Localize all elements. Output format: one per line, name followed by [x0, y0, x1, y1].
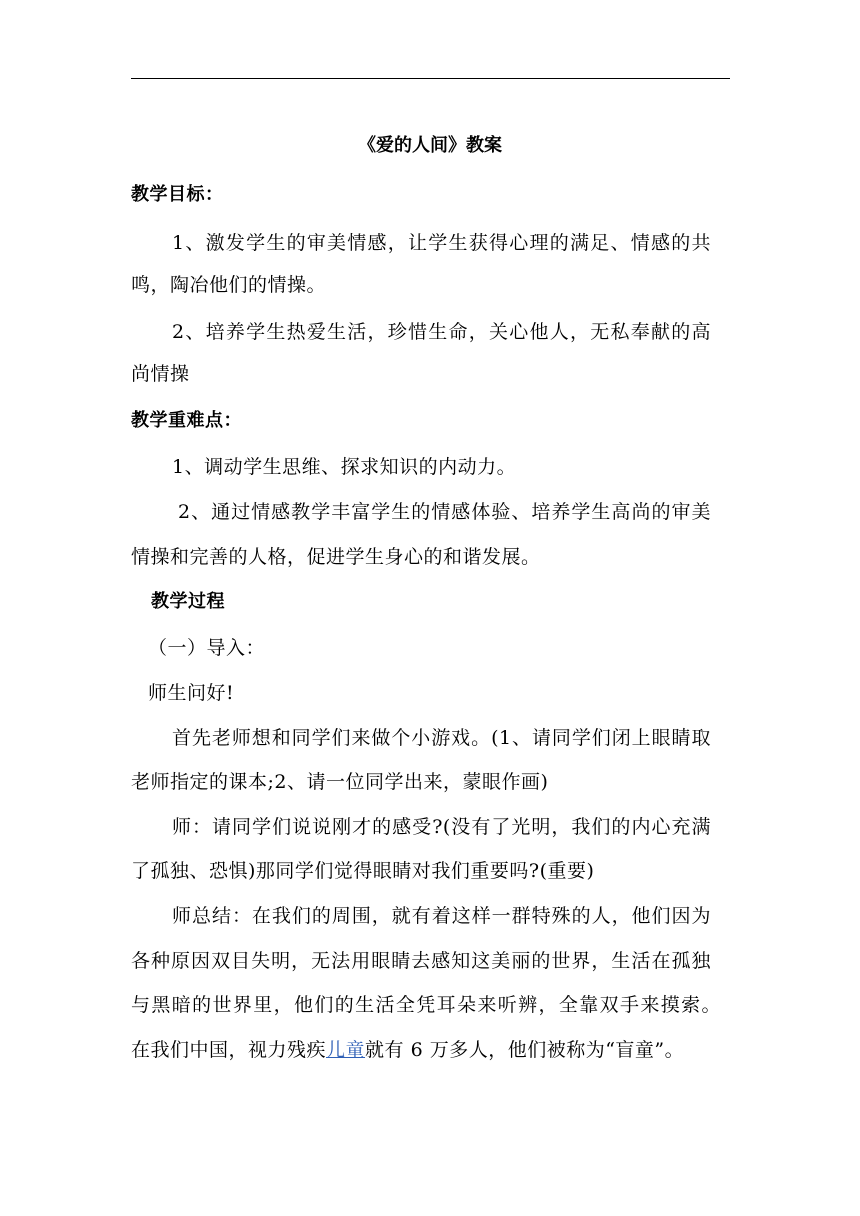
- summary-line-3: 与黑暗的世界里，他们的生活全凭耳朵来听辨，全靠双手来摸索。: [131, 994, 721, 1016]
- objective-2-line-1: 2、培养学生热爱生活，珍惜生命，关心他人，无私奉献的高: [172, 321, 711, 343]
- greeting: 师生问好!: [148, 682, 235, 704]
- objectives-heading: 教学目标：: [131, 184, 224, 205]
- keypoint-2-line-1: 2、通过情感教学丰富学生的情感体验、培养学生高尚的审美: [178, 501, 711, 523]
- keypoint-1: 1、调动学生思维、探求知识的内动力。: [172, 456, 517, 478]
- keypoints-heading: 教学重难点：: [131, 410, 242, 431]
- header-rule: [131, 78, 730, 79]
- objective-2-line-2: 尚情操: [131, 363, 190, 385]
- summary-line-4-after: 就有 6 万多人，他们被称为“盲童”。: [365, 1039, 685, 1061]
- process-heading: 教学过程: [151, 591, 225, 612]
- keypoint-2-line-2: 情操和完善的人格，促进学生身心的和谐发展。: [131, 546, 541, 568]
- question-line-2: 了孤独、恐惧)那同学们觉得眼睛对我们重要吗?(重要): [131, 860, 595, 882]
- objective-1-line-2: 鸣，陶冶他们的情操。: [131, 274, 327, 296]
- summary-line-4-before: 在我们中国，视力残疾: [131, 1039, 327, 1061]
- summary-line-1: 师总结：在我们的周围，就有着这样一群特殊的人，他们因为: [172, 905, 711, 927]
- intro-heading: （一）导入：: [148, 637, 266, 659]
- children-link[interactable]: 儿童: [326, 1039, 366, 1061]
- summary-line-4: [131, 1038, 731, 1062]
- document-title: 《爱的人间》教案: [358, 135, 502, 156]
- question-line-1: 师：请同学们说说刚才的感受?(没有了光明，我们的内心充满: [172, 816, 711, 838]
- game-line-2: 老师指定的课本;2、请一位同学出来，蒙眼作画): [131, 771, 549, 793]
- summary-line-2: 各种原因双目失明，无法用眼睛去感知这美丽的世界，生活在孤独: [131, 950, 711, 972]
- objective-1-line-1: 1、激发学生的审美情感，让学生获得心理的满足、情感的共: [172, 232, 711, 254]
- game-line-1: 首先老师想和同学们来做个小游戏。(1、请同学们闭上眼睛取: [172, 727, 711, 749]
